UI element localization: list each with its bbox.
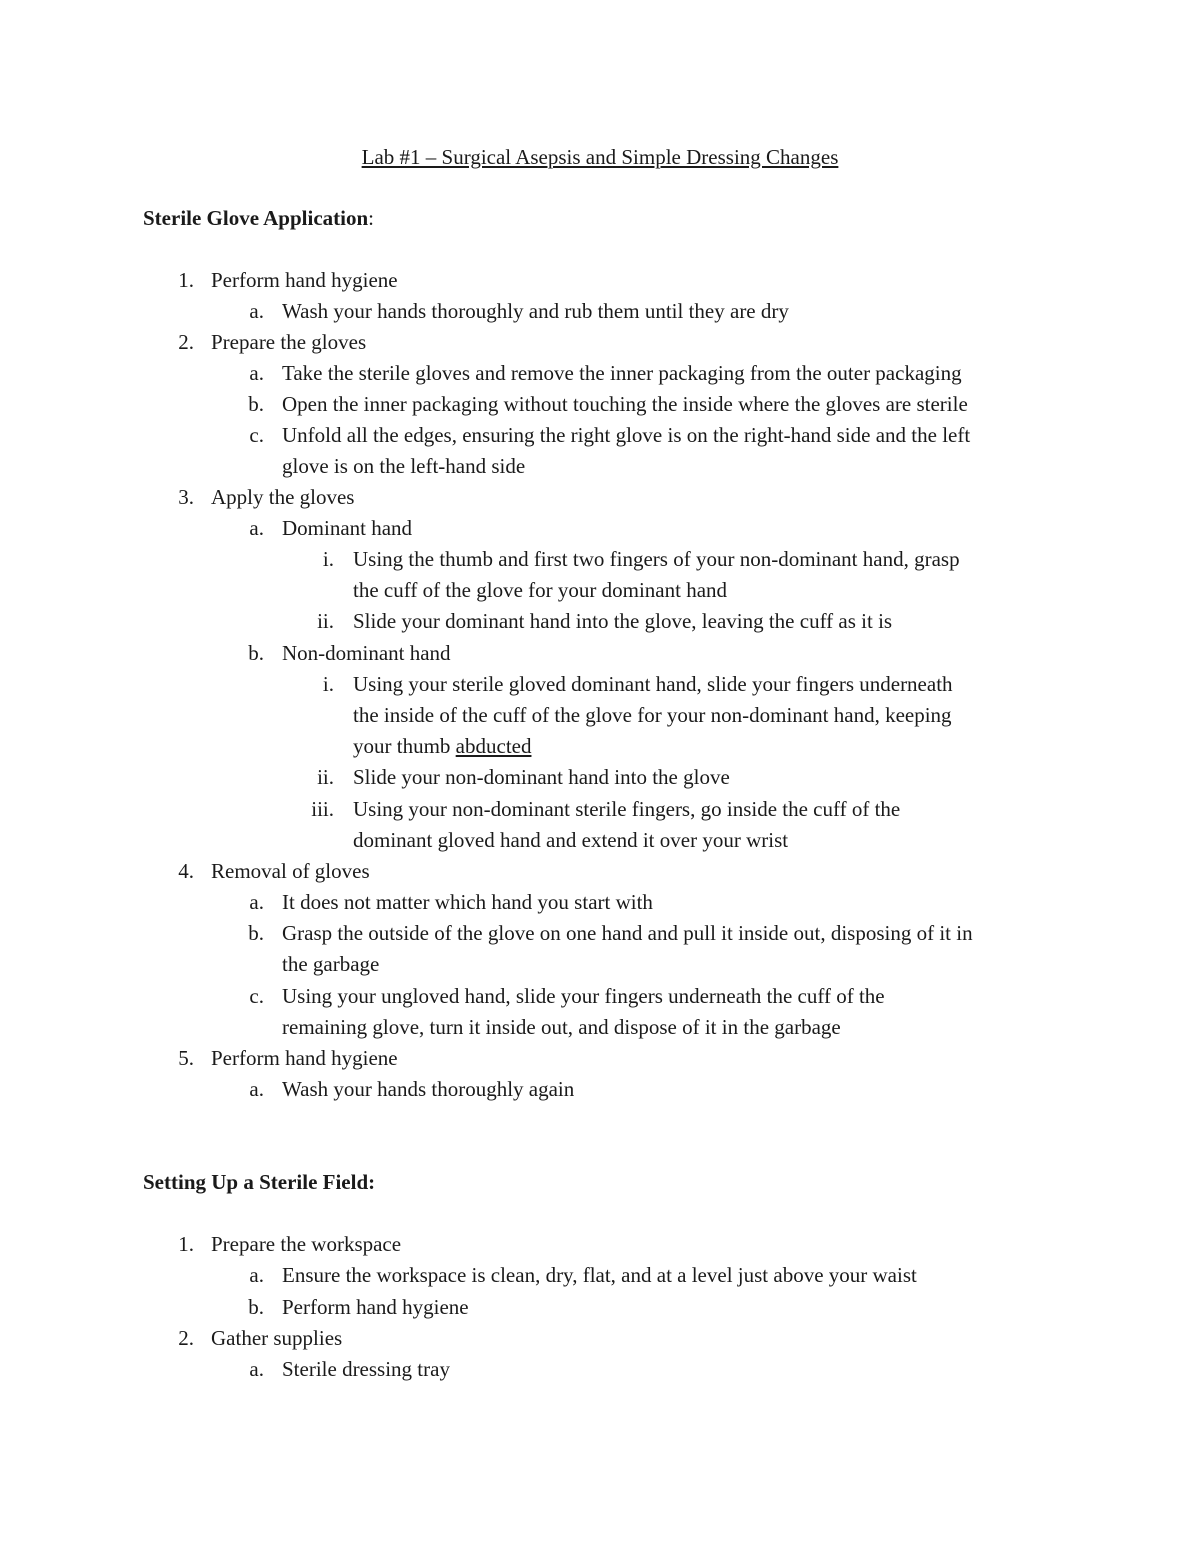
list-item-continued: dominant gloved hand and extend it over your wrist (353, 828, 789, 852)
list-marker: ii. (317, 609, 334, 633)
list-item: Dominant hand (282, 516, 413, 540)
list-item: Wash your hands thoroughly and rub them until they are dry (282, 299, 789, 323)
list-item: Open the inner packaging without touching the inside where the gloves are sterile (282, 392, 968, 416)
list-item: Using your sterile gloved dominant hand, slide your fingers underneath (353, 672, 953, 696)
line-text: your thumb (353, 734, 456, 758)
list-item: Apply the gloves (211, 485, 355, 509)
list-item: Sterile dressing tray (282, 1357, 450, 1381)
list-marker: b. (248, 1295, 264, 1319)
list-item: Using the thumb and first two fingers of your non-dominant hand, grasp (353, 547, 960, 571)
list-item: Gather supplies (211, 1326, 343, 1350)
list-marker: 3. (178, 485, 194, 509)
list-marker: c. (249, 423, 264, 447)
list-marker: a. (249, 361, 264, 385)
document-title: Lab #1 – Surgical Asepsis and Simple Dressing Changes (361, 145, 839, 169)
list-item: Ensure the workspace is clean, dry, flat, and at a level just above your waist (282, 1263, 917, 1287)
list-marker: a. (249, 1357, 264, 1381)
list-item-continued: the cuff of the glove for your dominant hand (353, 578, 728, 602)
list-marker: a. (249, 1263, 264, 1287)
list-marker: 5. (178, 1046, 194, 1070)
list-item: Grasp the outside of the glove on one hand and pull it inside out, disposing of it in (282, 921, 973, 945)
list-item: Using your non-dominant sterile fingers, go inside the cuff of the (353, 797, 901, 821)
list-marker: 2. (178, 330, 194, 354)
list-item: Unfold all the edges, ensuring the right glove is on the right-hand side and the left (282, 423, 971, 447)
list-marker: 1. (178, 268, 194, 292)
list-item-continued: remaining glove, turn it inside out, and dispose of it in the garbage (282, 1015, 841, 1039)
list-marker: a. (249, 1077, 264, 1101)
list-item: Perform hand hygiene (282, 1295, 469, 1319)
heading-text: Sterile Glove Application (143, 206, 369, 230)
list-item-continued (353, 731, 531, 762)
list-item: Using your ungloved hand, slide your fingers underneath the cuff of the (282, 984, 885, 1008)
section-heading-glove-application (143, 203, 374, 234)
list-item: Slide your dominant hand into the glove, leaving the cuff as it is (353, 609, 893, 633)
list-item-continued: glove is on the left-hand side (282, 454, 526, 478)
list-marker: iii. (311, 797, 334, 821)
list-marker: 1. (178, 1232, 194, 1256)
list-marker: c. (249, 984, 264, 1008)
list-marker: b. (248, 921, 264, 945)
list-item: Perform hand hygiene (211, 268, 398, 292)
list-item: Prepare the workspace (211, 1232, 402, 1256)
underlined-term: abducted (455, 734, 532, 758)
list-item-continued: the inside of the cuff of the glove for your non-dominant hand, keeping (353, 703, 952, 727)
list-item-continued: the garbage (282, 952, 380, 976)
list-item: Removal of gloves (211, 859, 370, 883)
list-marker: 2. (178, 1326, 194, 1350)
list-marker: 4. (178, 859, 194, 883)
list-marker: a. (249, 516, 264, 540)
list-item: It does not matter which hand you start with (282, 890, 653, 914)
list-marker: i. (322, 672, 334, 696)
list-item: Non-dominant hand (282, 641, 451, 665)
section-heading-sterile-field: Setting Up a Sterile Field: (143, 1170, 376, 1194)
list-marker: b. (248, 392, 264, 416)
list-marker: a. (249, 299, 264, 323)
list-marker: a. (249, 890, 264, 914)
list-item: Wash your hands thoroughly again (282, 1077, 575, 1101)
list-item: Perform hand hygiene (211, 1046, 398, 1070)
list-marker: b. (248, 641, 264, 665)
list-item: Take the sterile gloves and remove the inner packaging from the outer packaging (282, 361, 962, 385)
list-marker: i. (322, 547, 334, 571)
list-item: Slide your non-dominant hand into the glove (353, 765, 730, 789)
heading-colon: : (368, 206, 374, 230)
list-item: Prepare the gloves (211, 330, 367, 354)
list-marker: ii. (317, 765, 334, 789)
